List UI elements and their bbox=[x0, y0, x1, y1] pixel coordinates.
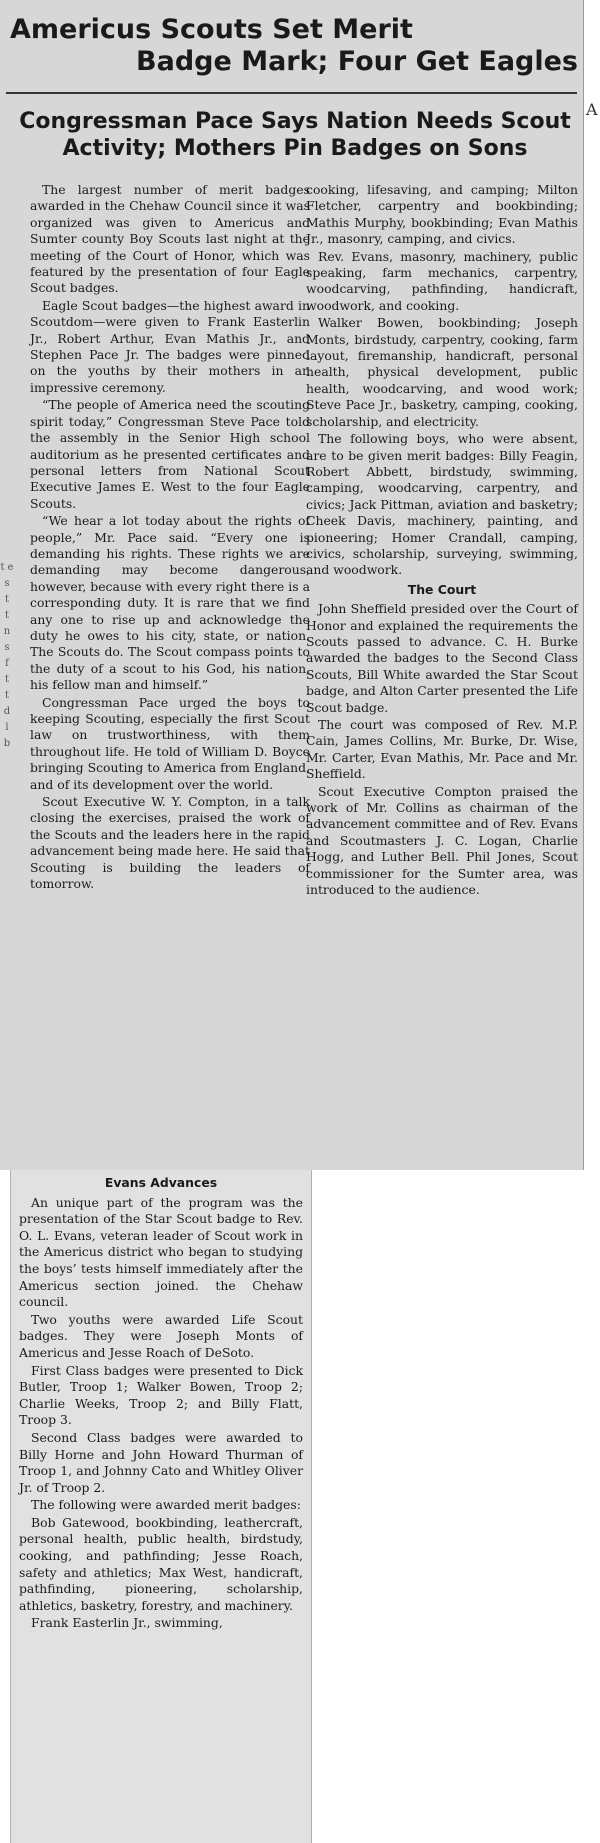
headline-rule bbox=[6, 92, 577, 94]
paragraph: Scout Executive W. Y. Compton, in a talk closing the exercises, praised the work of the Scouts and the leaders here in the rapid advancement being made here. He said that Scouting is building the leaders of tomorrow. bbox=[30, 794, 310, 892]
headline-line-2: Badge Mark; Four Get Eagles bbox=[136, 46, 578, 77]
paragraph: The following boys, who were absent, are to be given merit badges: Billy Feagin, Robert Abbett, birdstudy, swimming, camping, woodcarving, carpentry, and civics; Jack Pittman, aviation and basketry; Cheek Davis, machinery, painting, and pioneering; Homer Crandall, camping, civics, scholarship, surveying, swimming, and woodwork. bbox=[306, 431, 578, 578]
subheadline-line-1: Congressman Pace Says Nation Needs Scout bbox=[19, 109, 571, 134]
paragraph: Eagle Scout badges—the highest award in Scoutdom—were given to Frank Easterlin Jr., Robert Arthur, Evan Mathis Jr., and Stephen Pace Jr. The badges were pinned on the youths by their mothers in an impressive ceremony. bbox=[30, 297, 310, 395]
paragraph: Two youths were awarded Life Scout badges. They were Joseph Monts of Americus and Jesse Roach of DeSoto. bbox=[19, 1311, 303, 1360]
paragraph: cooking, lifesaving, and camping; Milton Fletcher, carpentry and bookbinding; Mathis Murphy, bookbinding; Evan Mathis Jr., masonry, camping, and civics. bbox=[306, 182, 578, 247]
left-margin-fragments: t e s t t n s f t t d l b bbox=[0, 562, 14, 749]
paragraph: Rev. Evans, masonry, machinery, public speaking, farm mechanics, carpentry, woodcarving, pathfinding, handicraft, woodwork, and cooking. bbox=[306, 248, 578, 313]
paragraph: Second Class badges were awarded to Billy Horne and John Howard Thurman of Troop 1, and Johnny Cato and Whitley Oliver Jr. of Troop 2. bbox=[19, 1429, 303, 1495]
paragraph: Walker Bowen, bookbinding; Joseph Monts, birdstudy, carpentry, cooking, farm layout, firemanship, handicraft, personal health, physical development, public health, woodcarving, and wood work; Steve Pace Jr., basketry, camping, cooking, scholarship, and electricity. bbox=[306, 315, 578, 429]
section-subhead: The Court bbox=[407, 581, 477, 597]
paragraph: First Class badges were presented to Dick Butler, Troop 1; Walker Bowen, Troop 2; Charlie Weeks, Troop 2; and Billy Flatt, Troop 3. bbox=[19, 1362, 303, 1428]
clipping-continuation bbox=[10, 1170, 312, 1843]
article-column-continuation bbox=[19, 1175, 303, 1632]
paragraph: The court was composed of Rev. M.P. Cain, James Collins, Mr. Burke, Dr. Wise, Mr. Carter, Evan Mathis, Mr. Pace and Mr. Sheffield. bbox=[306, 717, 578, 782]
article-column-left bbox=[30, 182, 310, 893]
paragraph: An unique part of the program was the presentation of the Star Scout badge to Rev. O. L. Evans, veteran leader of Scout work in the Americus district who began to studying the boys’ tests himself immediately after the Americus section joined. the Chehaw council. bbox=[19, 1194, 303, 1310]
right-margin-fragment: A bbox=[586, 100, 598, 119]
article-column-right bbox=[306, 182, 578, 899]
paragraph: The largest number of merit badges awarded in the Chehaw Council since it was organized was given to Americus and Sumter county Boy Scouts last night at the meeting of the Court of Honor, which was featured by the presentation of four Eagle Scout badges. bbox=[30, 182, 310, 296]
paragraph: Frank Easterlin Jr., swimming, bbox=[31, 1615, 223, 1631]
paragraph: John Sheffield presided over the Court of Honor and explained the requirements the Scouts passed to advance. C. H. Burke awarded the badges to the Second Class Scouts, Bill White awarded the Star Scout badge, and Alton Carter presented the Life Scout badge. bbox=[306, 601, 578, 715]
paragraph: “The people of America need the scouting spirit today,” Congressman Steve Pace told the assembly in the Senior High school auditorium as he presented certificates and personal letters from National Scout Executive James E. West to the four Eagle Scouts. bbox=[30, 397, 310, 511]
headline-line-1: Americus Scouts Set Merit bbox=[10, 14, 413, 45]
subheadline bbox=[10, 108, 580, 162]
headline bbox=[10, 14, 580, 78]
paragraph: Scout Executive Compton praised the work of Mr. Collins as chairman of the advancement committee and of Rev. Evans and Scoutmasters J. C. Logan, Charlie Hogg, and Luther Bell. Phil Jones, Scout commissioner for the Sumter area, was introduced to the audience. bbox=[306, 783, 578, 898]
section-subhead: Evans Advances bbox=[104, 1175, 218, 1190]
paragraph: The following were awarded merit badges: bbox=[31, 1497, 301, 1513]
subheadline-line-2: Activity; Mothers Pin Badges on Sons bbox=[62, 136, 528, 161]
paragraph: Congressman Pace urged the boys to keeping Scouting, especially the first Scout law on trustworthiness, with them throughout life. He told of William D. Boyce bringing Scouting to America from England, and of its development over the world. bbox=[30, 694, 310, 792]
paragraph: Bob Gatewood, bookbinding, leathercraft, personal health, public health, birdstudy, cooking, and pathfinding; Jesse Roach, safety and athletics; Max West, handicraft, pathfinding, pioneering, scholarship, athletics, basketry, forestry, and machinery. bbox=[19, 1514, 303, 1613]
paragraph: “We hear a lot today about the rights of people,” Mr. Pace said. “Every one is demanding his rights. These rights we are demanding may become dangerous, however, because with every right there is a corresponding duty. It is rare that we find any one to rise up and acknowledge the duty he owes to his city, state, or nation. The Scouts do. The Scout compass points to the duty of a scout to his God, his nation, his fellow man and himself.” bbox=[30, 513, 310, 693]
